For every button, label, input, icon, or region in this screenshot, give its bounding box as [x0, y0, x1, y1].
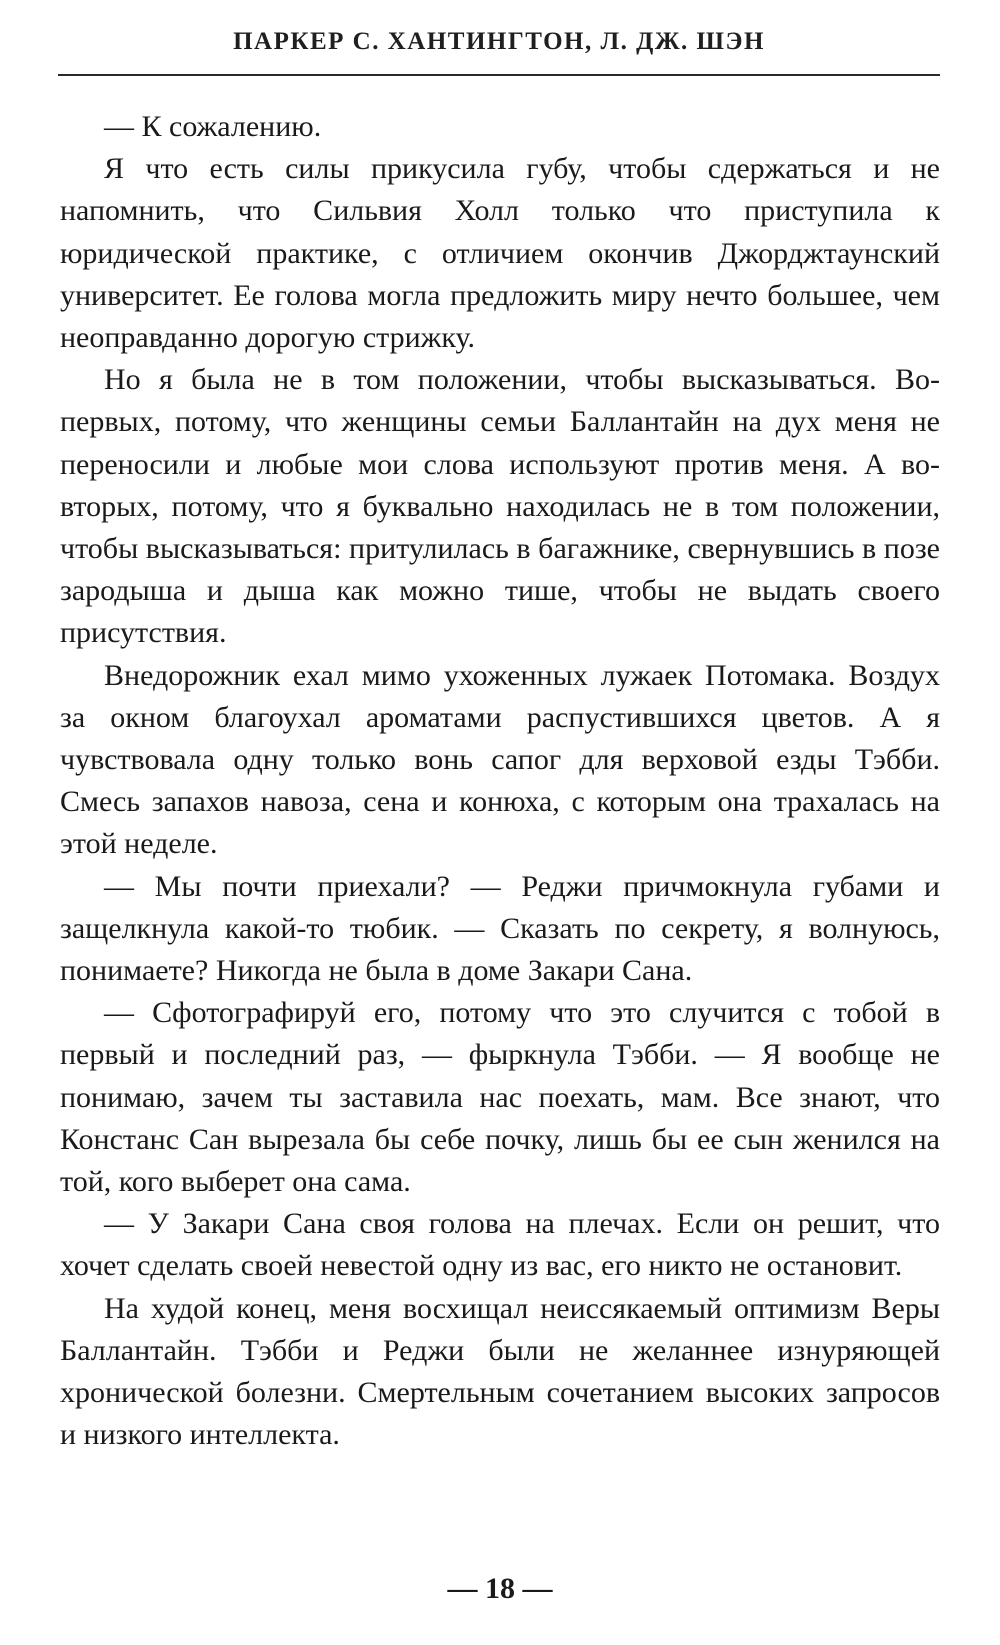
- paragraph: — К сожалению.: [104, 110, 322, 143]
- paragraph: — Сфотографируй его, потому что это случится с тобой в первый и последний раз, — фыркнула Тэбби. — Я вообще не понимаю, зачем ты заставила нас поехать, мам. Все знают, что Констанс Сан вырезала бы себе почку, лишь бы ее сын женился на той, кого выберет она сама.: [60, 996, 940, 1199]
- body-text: [60, 106, 940, 1457]
- paragraph: — У Закари Сана своя голова на плечах. Если он решит, что хочет сделать своей невестой одну из вас, его никто не остановит.: [60, 1207, 940, 1283]
- paragraph: На худой конец, меня восхищал неиссякаемый оптимизм Веры Баллантайн. Тэбби и Реджи были не желаннее изнуряющей хронической болезни. Смертельным сочетанием высоких запросов и низкого интеллекта.: [60, 1291, 940, 1452]
- page-number: — 18 —: [447, 1572, 553, 1605]
- paragraph: Но я была не в том положении, чтобы высказываться. Во-первых, потому, что женщины семьи Баллантайн на дух меня не переносили и любые мои слова используют против меня. А во-вторых, потому, что я буквально находилась не в том положении, чтобы высказываться: притулилась в багажнике, свернувшись в позе зародыша и дыша как можно тише, чтобы не выдать своего присутствия.: [60, 363, 940, 650]
- paragraph: Я что есть силы прикусила губу, чтобы сдержаться и не напомнить, что Сильвия Холл только что приступила к юридической практике, с отличием окончив Джорджтаунский университет. Ее голова могла предложить миру нечто большее, чем неоправданно дорогую стрижку.: [60, 152, 940, 355]
- header-divider: [58, 74, 940, 76]
- paragraph: Внедорожник ехал мимо ухоженных лужаек Потомака. Воздух за окном благоухал ароматами распустившихся цветов. А я чувствовала одну только вонь сапог для верховой езды Тэбби. Смесь запахов навоза, сена и конюха, с которым она трахалась на этой неделе.: [60, 658, 940, 861]
- running-head: ПАРКЕР С. ХАНТИНГТОН, Л. ДЖ. ШЭН: [233, 28, 765, 55]
- paragraph: — Мы почти приехали? — Реджи причмокнула губами и защелкнула какой-то тюбик. — Сказать по секрету, я волнуюсь, понимаете? Никогда не была в доме Закари Сана.: [60, 869, 940, 988]
